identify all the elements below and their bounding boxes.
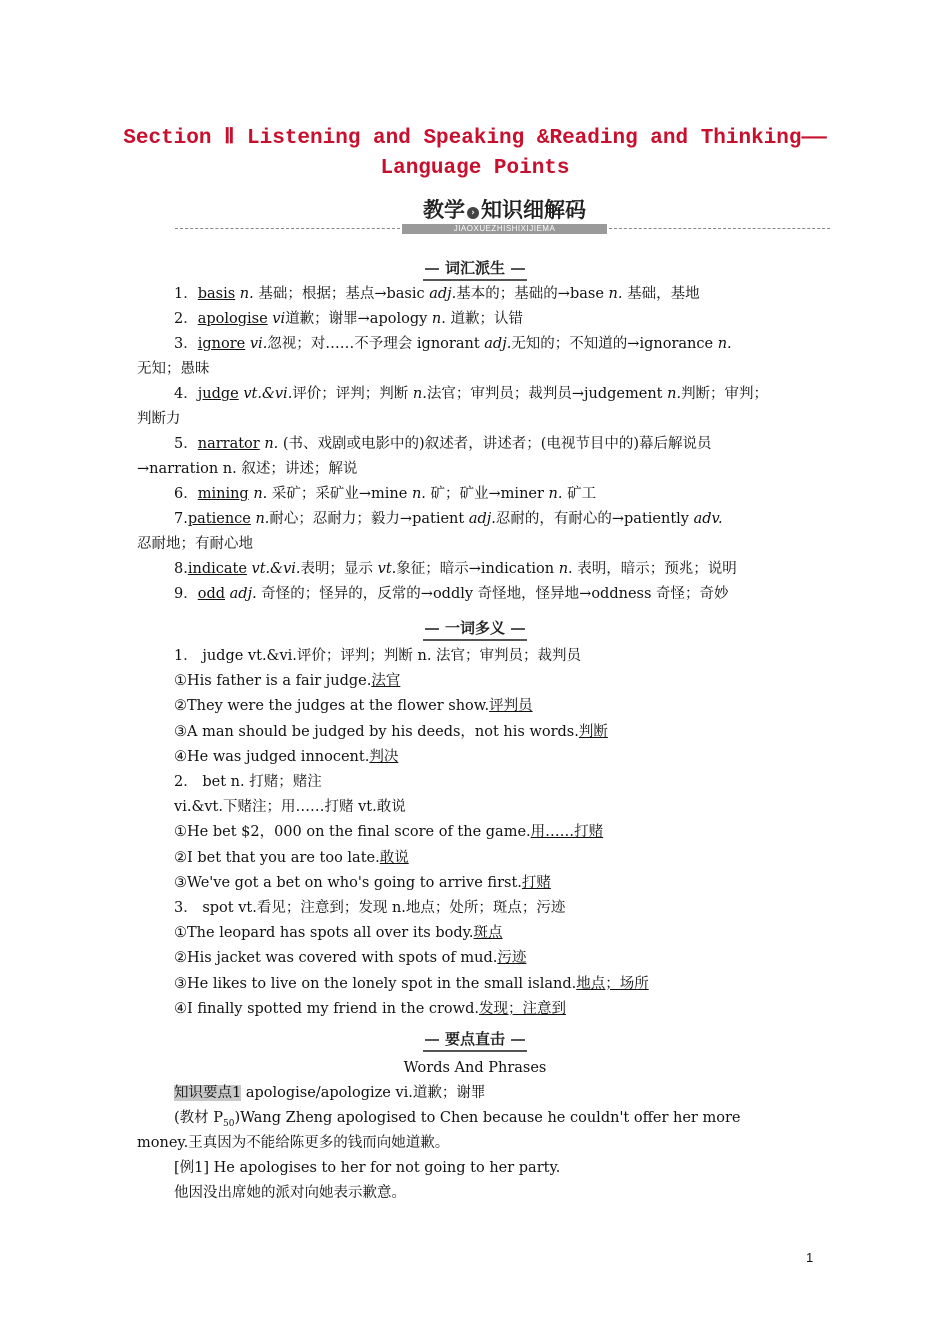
polysemy-answer: 打赌 [521,874,551,891]
page-title-line2: Language Points [380,157,570,180]
polysemy-answer: 判断 [578,723,608,740]
polysemy-example: ①His father is a fair judge.法官 [174,673,401,690]
derivation-item: 5．narrator n. (书、戏剧或电影中的)叙述者，讲述者；(电视节目中的)幕后解说员 [174,436,712,452]
polysemy-answer: 斑点 [473,925,503,942]
derivation-item: 3．ignore vi.忽视；对……不予理会 ignorant adj.无知的；不知道的→ignorance n. [174,336,732,352]
derivation-item: 6．mining n. 采矿；采矿业→mine n. 矿；矿业→miner n. 矿工 [174,486,597,502]
polysemy-example: ③A man should be judged by his deeds，not his words.判断 [174,723,608,740]
polysemy-answer: 法官 [371,673,401,690]
banner-divider-right [609,228,830,229]
polysemy-answer: 评判员 [489,698,533,715]
banner-sub: 知识细解码 [481,198,586,222]
heading-derivation: 词汇派生 [0,257,950,281]
heading-polysemy: 一词多义 [0,617,950,641]
textbook-quote: (教材 $P_{50})Wang$ Zheng apologised to Chen because he couldn't offer her more [174,1110,741,1129]
textbook-quote-cont: money.王真因为不能给陈更多的钱而向她道歉。 [137,1135,450,1151]
subtitle-words-phrases: Words And Phrases [403,1060,547,1076]
derivation-item-cont: 无知；愚昧 [137,361,210,377]
polysemy-answer: 判决 [369,748,399,765]
derivation-item-cont: →narration n. 叙述；讲述；解说 [137,461,358,477]
knowledge-point-text: apologise/apologize vi.道歉；谢罪 [241,1085,486,1101]
knowledge-point [174,1083,817,1103]
arrow-icon: › [467,207,479,219]
heading-key-points: 要点直击 [0,1028,950,1052]
derivation-item: 7.patience n.耐心；忍耐力；毅力→patient adj.忍耐的，有耐心的→patiently adv. [174,511,723,527]
polysemy-answer: 地点；场所 [576,975,649,992]
derivation-item: 4．judge vt.&vi.评价；评判；判断 n.法官；审判员；裁判员→judgement n.判断；审判； [174,386,769,402]
banner-main: 教学 [423,198,465,222]
polysemy-answer: 发现；注意到 [478,1000,566,1017]
derivation-item: 8.indicate vt.&vi.表明；显示 vt.象征；暗示→indication n. 表明，暗示；预兆；说明 [174,561,737,577]
polysemy-example: ②His jacket was covered with spots of mud.污迹 [174,950,527,967]
polysemy-example: ①The leopard has spots all over its body.斑点 [174,925,503,942]
page-number: 1 [806,1250,814,1265]
section-banner [175,196,830,238]
knowledge-point-label: 知识要点1 [174,1085,242,1101]
derivation-item-cont: 忍耐地；有耐心地 [137,536,253,552]
example-1-translation: 他因没出席她的派对向她表示歉意。 [174,1185,406,1201]
polysemy-entry: 1． judge vt.&vi.评价；评判；判断 n. 法官；审判员；裁判员 [174,648,582,664]
banner-plate [402,196,607,236]
derivation-item: 1．basis n. 基础；根据；基点→basic adj.基本的；基础的→base n. 基础，基地 [174,286,700,302]
polysemy-answer: 用……打赌 [530,824,604,841]
polysemy-example: ②I bet that you are too late.敢说 [174,849,409,866]
polysemy-example: ④He was judged innocent.判决 [174,748,399,765]
page-title-line1: Section Ⅱ Listening and Speaking &Reading and Thinking—— [123,127,827,150]
polysemy-entry: 3． spot vt.看见；注意到；发现 n.地点；处所；斑点；污迹 [174,900,566,916]
polysemy-answer: 污迹 [497,950,527,967]
derivation-item: 9．odd adj. 奇怪的；怪异的，反常的→oddly 奇怪地，怪异地→oddness 奇怪；奇妙 [174,586,729,602]
banner-pinyin: JIAOXUEZHISHIXIJIEMA [402,224,607,234]
banner-divider-left [175,228,400,229]
example-1: [例1] He apologises to her for not going to her party. [174,1160,561,1176]
polysemy-answer: 敢说 [379,849,409,866]
polysemy-entry: vi.&vt.下赌注；用……打赌 vt.敢说 [174,799,406,816]
polysemy-example: ①He bet $2，000 on the final score of the game.用……打赌 [174,824,604,841]
derivation-item-cont: 判断力 [137,411,181,427]
polysemy-entry: 2． bet n. 打赌；赌注 [174,774,322,790]
polysemy-example: ②They were the judges at the flower show.评判员 [174,698,533,715]
polysemy-example: ③We've got a bet on who's going to arrive first.打赌 [174,874,551,891]
derivation-item: 2．apologise vi道歉；谢罪→apology n. 道歉；认错 [174,311,523,327]
polysemy-example: ③He likes to live on the lonely spot in the small island.地点；场所 [174,975,649,992]
polysemy-example: ④I finally spotted my friend in the crowd.发现；注意到 [174,1000,566,1017]
